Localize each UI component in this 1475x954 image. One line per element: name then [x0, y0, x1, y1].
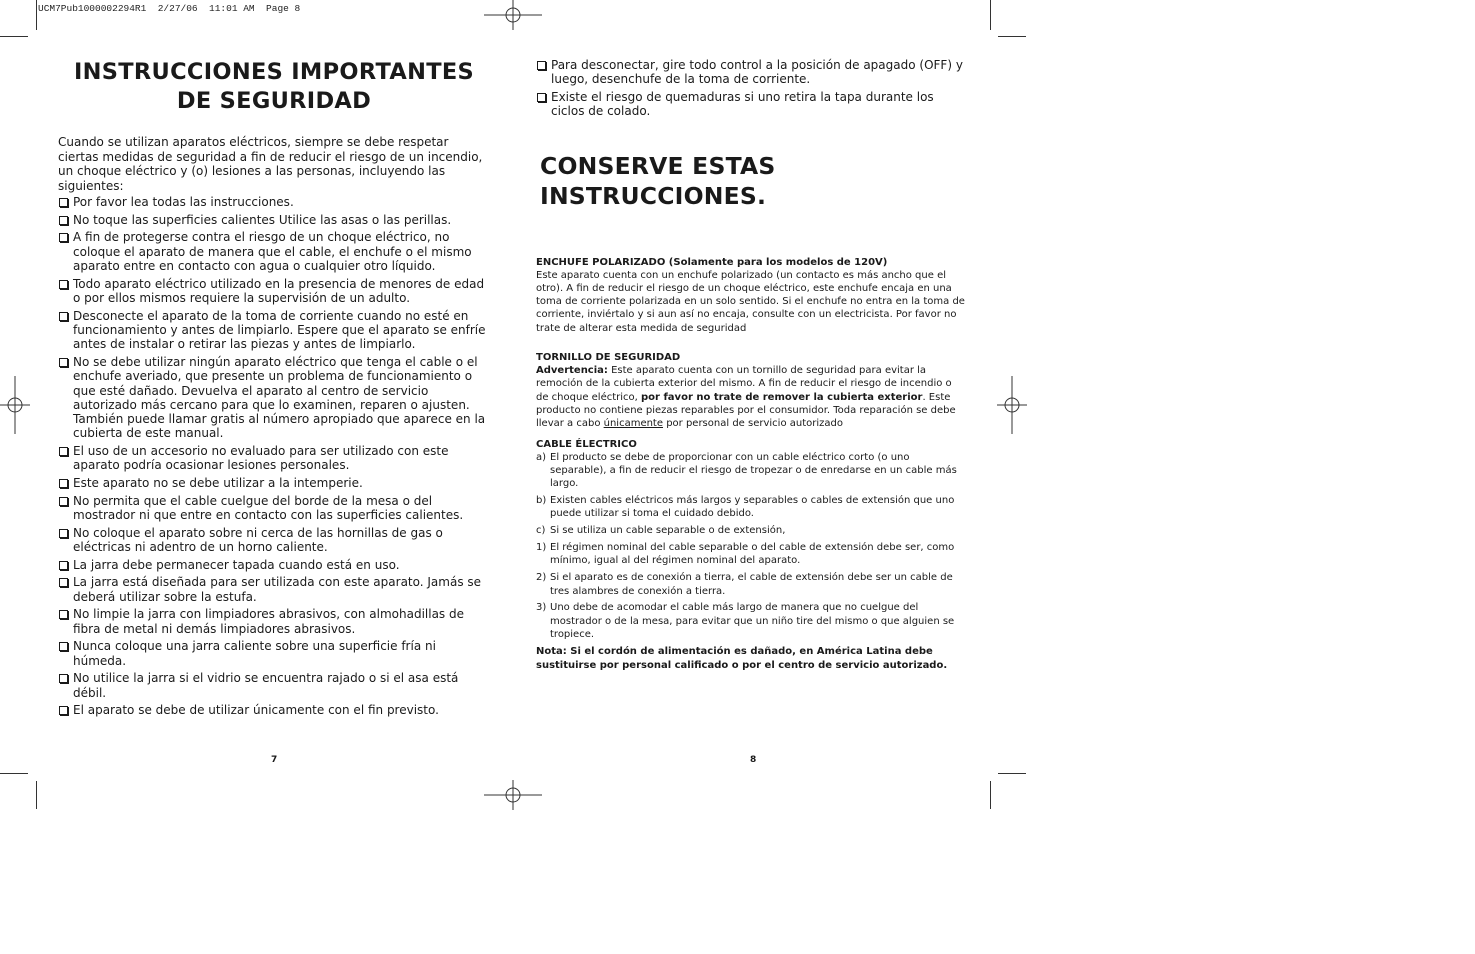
checkbox-icon: [537, 61, 546, 70]
list-item: 3) Uno debe de acomodar el cable más largo de manera que no cuelgue del mostrador o de la mesa, para evitar que un niño tire del mismo o que alguien se tropiece.: [536, 602, 955, 641]
polarized-text: Este aparato cuenta con un enchufe polarizado (un contacto es más ancho que el otro). A fin de reducir el riesgo de un choque eléctrico, este enchufe encaja en una toma de corriente polarizada en un solo sentido. Si el enchufe no entra en la toma de corriente, inviértalo y si aun así no encaja, consulte con un electricista. Por favor no trate de alterar esta medida de seguridad: [536, 269, 965, 334]
checkbox-icon: [59, 479, 68, 488]
crop-mark: [0, 773, 28, 774]
page-number-left: 7: [271, 755, 278, 765]
crop-mark: [36, 0, 37, 30]
checkbox-icon: [59, 312, 68, 321]
list-item: b) Existen cables eléctricos más largos y separables o cables de extensión que uno puede utilizar si toma el cuidado debido.: [536, 495, 955, 520]
safety-title-line2: DE SEGURIDAD: [176, 88, 372, 114]
crop-mark: [998, 36, 1026, 37]
registration-mark: [997, 376, 1027, 434]
list-item: El aparato se debe de utilizar únicamente con el fin previsto.: [58, 703, 490, 717]
checkbox-icon: [59, 198, 68, 207]
cable-list: [536, 451, 966, 642]
conserve-title: CONSERVE ESTAS INSTRUCCIONES.: [540, 151, 776, 210]
list-item: No utilice la jarra si el vidrio se encuentra rajado o si el asa está débil.: [58, 671, 490, 700]
security-screw-section: [536, 351, 966, 430]
safety-list: [58, 195, 490, 718]
electric-cord-section: [536, 438, 966, 673]
safety-title-line1: INSTRUCCIONES IMPORTANTES: [73, 59, 475, 85]
safety-title: [58, 58, 490, 116]
polarized-plug-section: [536, 256, 966, 335]
checkbox-icon: [59, 578, 68, 587]
service-note: Nota: Si el cordón de alimentación es dañado, en América Latina debe sustituirse por personal calificado o por el centro de servicio autorizado.: [536, 645, 948, 671]
crop-mark: [990, 781, 991, 809]
list-item: La jarra debe permanecer tapada cuando está en uso.: [58, 558, 490, 572]
page-number-right: 8: [750, 755, 757, 765]
checkbox-icon: [537, 93, 546, 102]
right-page: [536, 58, 966, 673]
crop-mark: [998, 773, 1026, 774]
list-item: No permita que el cable cuelgue del borde de la mesa o del mostrador ni que entre en contacto con las superficies calientes.: [58, 494, 490, 523]
checkbox-icon: [59, 610, 68, 619]
registration-mark: [484, 780, 542, 810]
left-page: [58, 58, 490, 721]
list-item: Existe el riesgo de quemaduras si uno retira la tapa durante los ciclos de colado.: [536, 90, 966, 119]
list-item: Nunca coloque una jarra caliente sobre una superficie fría ni húmeda.: [58, 639, 490, 668]
list-item: No toque las superficies calientes Utilice las asas o las perillas.: [58, 213, 490, 227]
list-item: Para desconectar, gire todo control a la posición de apagado (OFF) y luego, desenchufe de la toma de corriente.: [536, 58, 966, 87]
checkbox-icon: [59, 674, 68, 683]
crop-mark: [0, 36, 28, 37]
list-item: La jarra está diseñada para ser utilizada con este aparato. Jamás se deberá utilizar sobre la estufa.: [58, 575, 490, 604]
list-item: No limpie la jarra con limpiadores abrasivos, con almohadillas de fibra de metal ni demás limpiadores abrasivos.: [58, 607, 490, 636]
list-item: a) El producto se debe de proporcionar con un cable eléctrico corto (o uno separable), a fin de reducir el riesgo de tropezar o de enredarse en un cable más largo.: [536, 451, 957, 490]
registration-mark: [0, 376, 30, 434]
polarized-heading: ENCHUFE POLARIZADO (Solamente para los modelos de 120V): [536, 256, 888, 268]
crop-mark: [990, 0, 991, 30]
checkbox-icon: [59, 233, 68, 242]
checkbox-icon: [59, 280, 68, 289]
list-item: c) Si se utiliza un cable separable o de extensión,: [536, 525, 786, 537]
list-item: 2) Si el aparato es de conexión a tierra, el cable de extensión debe ser un cable de tres alambres de conexión a tierra.: [536, 572, 953, 597]
screw-text: Advertencia: Este aparato cuenta con un tornillo de seguridad para evitar la remoción de la cubierta exterior del mismo. A fin de reducir el riesgo de incendio o de choque eléctrico, por favor no trate de remover la cubierta exterior. Este producto no contiene piezas reparables por el consumidor. Toda reparación se debe llevar a cabo únicamente por personal de servicio autorizado: [536, 365, 956, 430]
checkbox-icon: [59, 358, 68, 367]
checkbox-icon: [59, 642, 68, 651]
checkbox-icon: [59, 561, 68, 570]
list-item: Por favor lea todas las instrucciones.: [58, 195, 490, 209]
list-item: Este aparato no se debe utilizar a la intemperie.: [58, 476, 490, 490]
screw-heading: TORNILLO DE SEGURIDAD: [536, 352, 681, 364]
checkbox-icon: [59, 216, 68, 225]
warning-label: Advertencia:: [536, 365, 608, 377]
cable-heading: CABLE ÉLECTRICO: [536, 438, 637, 450]
checkbox-icon: [59, 447, 68, 456]
safety-list-continued: [536, 58, 966, 119]
list-item: Desconecte el aparato de la toma de corriente cuando no esté en funcionamiento y antes de limpiarlo. Espere que el aparato se enfríe antes de instalar o retirar las piezas y antes de limpiarlo.: [58, 309, 490, 352]
checkbox-icon: [59, 706, 68, 715]
list-item: No se debe utilizar ningún aparato eléctrico que tenga el cable o el enchufe averiado, que presente un problema de funcionamiento o que esté dañado. Devuelva el aparato al centro de servicio autorizado más cercano para que lo examinen, reparen o ajusten. También puede llamar gratis al número apropiado que aparece en la cubierta de este manual.: [58, 355, 490, 441]
list-item: Todo aparato eléctrico utilizado en la presencia de menores de edad o por ellos mismos requiere la supervisión de un adulto.: [58, 277, 490, 306]
list-item: El uso de un accesorio no evaluado para ser utilizado con este aparato podría ocasionar lesiones personales.: [58, 444, 490, 473]
list-item: No coloque el aparato sobre ni cerca de las hornillas de gas o eléctricas ni adentro de un horno caliente.: [58, 526, 490, 555]
checkbox-icon: [59, 497, 68, 506]
print-slug: UCM7Pub1000002294R1 2/27/06 11:01 AM Page 8: [38, 3, 301, 14]
list-item: A fin de protegerse contra el riesgo de un choque eléctrico, no coloque el aparato de manera que el cable, el enchufe o el mismo aparato entre en contacto con agua o cualquier otro líquido.: [58, 230, 490, 273]
checkbox-icon: [59, 529, 68, 538]
registration-mark: [484, 0, 542, 30]
crop-mark: [36, 781, 37, 809]
safety-intro: Cuando se utilizan aparatos eléctricos, siempre se debe respetar ciertas medidas de seguridad a fin de reducir el riesgo de un incendio, un choque eléctrico y (o) lesiones a las personas, incluyendo las siguientes:: [58, 135, 483, 193]
list-item: 1) El régimen nominal del cable separable o del cable de extensión debe ser, como mínimo, igual al del régimen nominal del aparato.: [536, 542, 955, 567]
